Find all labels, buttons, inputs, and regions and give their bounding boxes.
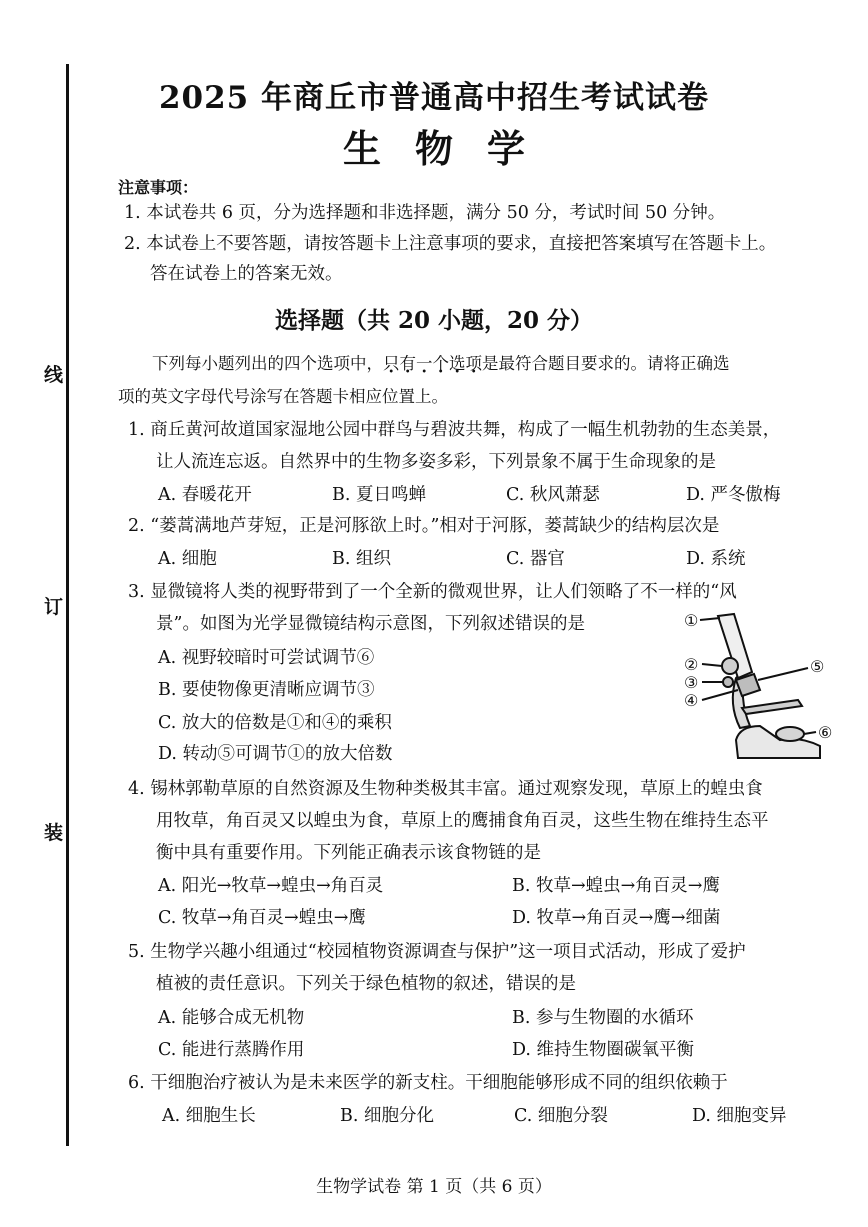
q3-stem-1: 3. 显微镜将人类的视野带到了一个全新的微观世界，让人们领略了不一样的“风: [128, 582, 737, 602]
q2-option-c: C. 器官: [506, 549, 565, 569]
q6-option-d: D. 细胞变异: [692, 1106, 787, 1126]
notes-item-1: 1. 本试卷共 6 页，分为选择题和非选择题，满分 50 分，考试时间 50 分钟。: [124, 203, 726, 223]
q4-stem-2: 用牧草，角百灵又以蝗虫为食，草原上的鹰捕食角百灵，这些生物在维持生态平: [156, 811, 769, 831]
q3-option-b: B. 要使物像更清晰应调节③: [158, 680, 375, 700]
q4-stem-1: 4. 锡林郭勒草原的自然资源及生物种类极其丰富。通过观察发现，草原上的蝗虫食: [128, 779, 763, 799]
emphasis-char: 选: [449, 354, 466, 373]
fig-label-4: ④: [684, 691, 699, 710]
q1-option-d: D. 严冬傲梅: [686, 485, 781, 505]
q5-stem-2: 植被的责任意识。下列关于绿色植物的叙述，错误的是: [156, 974, 576, 994]
exam-title: 2025 年商丘市普通高中招生考试试卷: [158, 80, 710, 116]
q4-option-b: B. 牧草→蝗虫→角百灵→鹰: [512, 876, 720, 896]
q1-stem-1: 1. 商丘黄河故道国家湿地公园中群鸟与碧波共舞，构成了一幅生机勃勃的生态美景，: [128, 420, 781, 440]
intro-line-1: [152, 356, 730, 373]
q3-stem-2: 景”。如图为光学显微镜结构示意图，下列叙述错误的是: [156, 614, 585, 634]
q3-option-d: D. 转动⑤可调节①的放大倍数: [158, 744, 393, 764]
intro-line-2: 项的英文字母代号涂写在答题卡相应位置上。: [118, 387, 448, 406]
emphasis-char: 个: [432, 354, 449, 373]
emphasis-char: 有: [399, 354, 416, 373]
fig-label-6: ⑥: [818, 723, 833, 742]
emphasis-char: 项: [465, 354, 482, 373]
q2-option-a: A. 细胞: [158, 549, 217, 569]
emphasis-char: 一: [416, 354, 433, 373]
section-heading: 选择题（共 20 小题，20 分）: [274, 307, 594, 334]
q6-option-a: A. 细胞生长: [162, 1106, 256, 1126]
q2-option-b: B. 组织: [332, 549, 391, 569]
q2-stem: 2. “蒌蒿满地芦芽短，正是河豚欲上时。”相对于河豚，蒌蒿缺少的结构层次是: [128, 516, 720, 536]
fig-label-5: ⑤: [810, 657, 825, 676]
binding-line: [66, 64, 69, 1146]
binding-char-xian: 线: [44, 364, 64, 386]
q5-option-c: C. 能进行蒸腾作用: [158, 1040, 305, 1060]
microscope-figure: [680, 608, 840, 768]
q5-option-b: B. 参与生物圈的水循环: [512, 1008, 694, 1028]
q1-option-a: A. 春暖花开: [158, 485, 252, 505]
q4-option-d: D. 牧草→角百灵→鹰→细菌: [512, 908, 721, 928]
fig-label-2: ②: [684, 655, 699, 674]
q5-option-d: D. 维持生物圈碳氧平衡: [512, 1040, 695, 1060]
subject-title: 生物学: [342, 126, 559, 171]
binding-char-zhuang: 装: [44, 822, 64, 844]
binding-char-ding: 订: [44, 596, 64, 618]
q4-stem-3: 衡中具有重要作用。下列能正确表示该食物链的是: [156, 843, 541, 863]
notes-item-2: 2. 本试卷上不要答题，请按答题卡上注意事项的要求，直接把答案填写在答题卡上。: [124, 234, 777, 254]
fig-label-1: ①: [684, 611, 699, 630]
q1-option-b: B. 夏日鸣蝉: [332, 485, 426, 505]
q5-stem-1: 5. 生物学兴趣小组通过“校园植物资源调查与保护”这一项目式活动，形成了爱护: [128, 942, 746, 962]
q3-option-a: A. 视野较暗时可尝试调节⑥: [158, 648, 375, 668]
q1-stem-2: 让人流连忘返。自然界中的生物多姿多彩，下列景象不属于生命现象的是: [156, 452, 716, 472]
q6-option-b: B. 细胞分化: [340, 1106, 434, 1126]
q5-option-a: A. 能够合成无机物: [158, 1008, 305, 1028]
q4-option-a: A. 阳光→牧草→蝗虫→角百灵: [158, 876, 384, 896]
q1-option-c: C. 秋风萧瑟: [506, 485, 600, 505]
notes-item-2-cont: 答在试卷上的答案无效。: [150, 264, 343, 284]
fig-label-3: ③: [684, 673, 699, 692]
intro-post: 是最符合题目要求的。请将正确选: [482, 354, 730, 373]
q2-option-d: D. 系统: [686, 549, 746, 569]
q3-option-c: C. 放大的倍数是①和④的乘积: [158, 713, 392, 733]
notes-heading: 注意事项：: [118, 178, 199, 197]
intro-pre: 下列每小题列出的四个选项中，: [152, 354, 383, 373]
q6-option-c: C. 细胞分裂: [514, 1106, 608, 1126]
q6-stem: 6. 干细胞治疗被认为是未来医学的新支柱。干细胞能够形成不同的组织依赖于: [128, 1073, 728, 1093]
page-footer: 生物学试卷 第 1 页（共 6 页）: [316, 1177, 552, 1197]
q4-option-c: C. 牧草→角百灵→蝗虫→鹰: [158, 908, 366, 928]
emphasis-char: 只: [383, 354, 400, 373]
